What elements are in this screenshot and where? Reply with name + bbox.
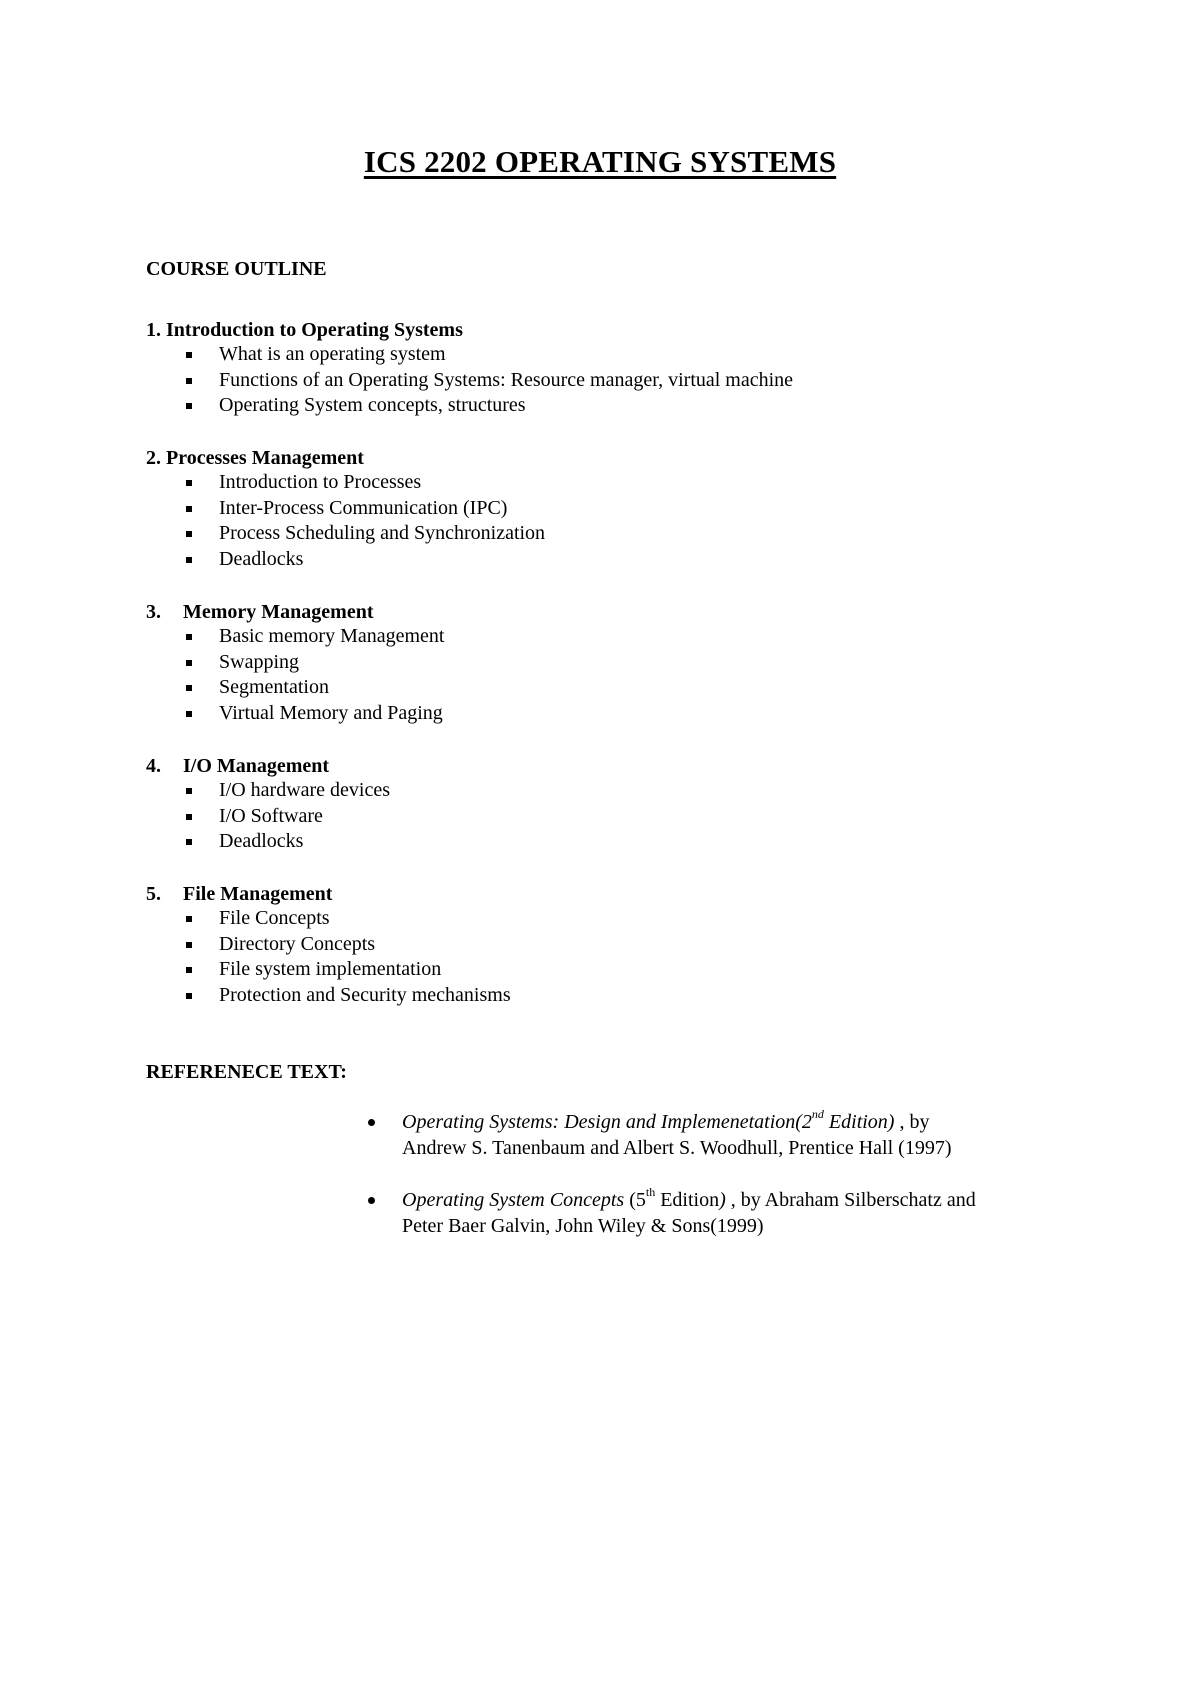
square-bullet-icon (186, 531, 192, 537)
section-heading (146, 600, 1146, 624)
topic-list (146, 778, 1146, 855)
square-bullet-icon (186, 814, 192, 820)
list-item (146, 957, 1146, 983)
topic-list (146, 342, 1146, 419)
reference-edition-paren: ) (719, 1189, 726, 1211)
list-item (146, 521, 1146, 547)
round-bullet-icon (368, 1197, 375, 1204)
square-bullet-icon (186, 634, 192, 640)
list-item (146, 547, 1146, 573)
list-item (146, 701, 1146, 727)
reference-by: , by (894, 1111, 930, 1133)
section-title: File Management (183, 883, 333, 905)
section-heading (146, 318, 1146, 342)
section-number: 2. (146, 447, 161, 469)
square-bullet-icon (186, 506, 192, 512)
topic-text: Operating System concepts, structures (219, 394, 526, 417)
square-bullet-icon (186, 916, 192, 922)
topic-text: Segmentation (219, 676, 329, 699)
square-bullet-icon (186, 967, 192, 973)
topic-text: File system implementation (219, 958, 442, 981)
list-item (146, 496, 1146, 522)
list-item (146, 932, 1146, 958)
list-item (146, 624, 1146, 650)
list-item (146, 675, 1146, 701)
reference-edition-open: (5 (624, 1189, 646, 1211)
topic-text: Introduction to Processes (219, 471, 422, 493)
reference-entry-2 (402, 1187, 1082, 1239)
square-bullet-icon (186, 378, 192, 384)
course-outline-heading: COURSE OUTLINE (146, 258, 327, 280)
reference-title-line (402, 1187, 1082, 1213)
reference-authors: Peter Baer Galvin, John Wiley & Sons(1999) (402, 1215, 764, 1237)
reference-by: , by Abraham Silberschatz and (725, 1189, 976, 1211)
section-number: 4. (146, 755, 161, 777)
reference-entry-1 (402, 1109, 1082, 1161)
section-title: Introduction to Operating Systems (166, 319, 463, 341)
section-title: Processes Management (166, 447, 364, 469)
square-bullet-icon (186, 403, 192, 409)
list-item (146, 804, 1146, 830)
topic-text: I/O hardware devices (219, 779, 391, 801)
topic-text: Directory Concepts (219, 932, 376, 955)
square-bullet-icon (186, 557, 192, 563)
square-bullet-icon (186, 480, 192, 486)
square-bullet-icon (186, 788, 192, 794)
topic-text: Process Scheduling and Synchronization (219, 522, 546, 545)
section-4 (146, 754, 1146, 855)
references-heading: REFERENECE TEXT: (146, 1061, 347, 1083)
section-heading (146, 754, 1146, 778)
reference-title-line (402, 1109, 1082, 1135)
square-bullet-icon (186, 352, 192, 358)
topic-text: I/O Software (219, 804, 323, 827)
square-bullet-icon (186, 660, 192, 666)
square-bullet-icon (186, 993, 192, 999)
topic-text: Deadlocks (219, 547, 304, 570)
topic-text: Functions of an Operating Systems: Resource manager, virtual machine (219, 368, 794, 391)
topic-text: Deadlocks (219, 830, 304, 853)
square-bullet-icon (186, 942, 192, 948)
reference-title: Operating System Concepts (402, 1189, 625, 1211)
section-title: I/O Management (183, 755, 330, 777)
square-bullet-icon (186, 839, 192, 845)
section-number: 5. (146, 883, 161, 905)
section-title: Memory Management (183, 601, 374, 623)
list-item (146, 906, 1146, 932)
topic-text: Protection and Security mechanisms (219, 983, 511, 1006)
reference-title: Operating Systems: Design and Implemenetation(2 (402, 1111, 812, 1133)
list-item (146, 368, 1146, 394)
reference-edition-superscript: th (645, 1185, 656, 1200)
topic-list (146, 906, 1146, 1008)
topic-list (146, 470, 1146, 572)
square-bullet-icon (186, 711, 192, 717)
list-item (146, 650, 1146, 676)
list-item (146, 829, 1146, 855)
list-item (146, 342, 1146, 368)
reference-title-superscript: nd (811, 1107, 824, 1122)
document-title: ICS 2202 OPERATING SYSTEMS (363, 144, 837, 179)
topic-text: Inter-Process Communication (IPC) (219, 496, 508, 519)
section-3 (146, 600, 1146, 726)
section-number: 3. (146, 601, 161, 623)
section-heading (146, 446, 1146, 470)
list-item (146, 983, 1146, 1009)
topic-text: Virtual Memory and Paging (219, 701, 443, 724)
reference-authors: Andrew S. Tanenbaum and Albert S. Woodhull, Prentice Hall (1997) (402, 1137, 952, 1159)
topic-text: File Concepts (219, 907, 330, 929)
list-item (146, 470, 1146, 496)
reference-title-end: Edition) (823, 1111, 895, 1133)
list-item (146, 778, 1146, 804)
topic-text: Swapping (219, 650, 299, 673)
round-bullet-icon (368, 1119, 375, 1126)
topic-list (146, 624, 1146, 726)
section-5 (146, 882, 1146, 1008)
reference-edition-close: Edition (655, 1189, 720, 1211)
topic-text: Basic memory Management (219, 625, 445, 647)
section-number: 1. (146, 319, 161, 341)
section-heading (146, 882, 1146, 906)
square-bullet-icon (186, 685, 192, 691)
section-1 (146, 318, 1146, 419)
list-item (146, 393, 1146, 419)
section-2 (146, 446, 1146, 572)
topic-text: What is an operating system (219, 343, 446, 365)
